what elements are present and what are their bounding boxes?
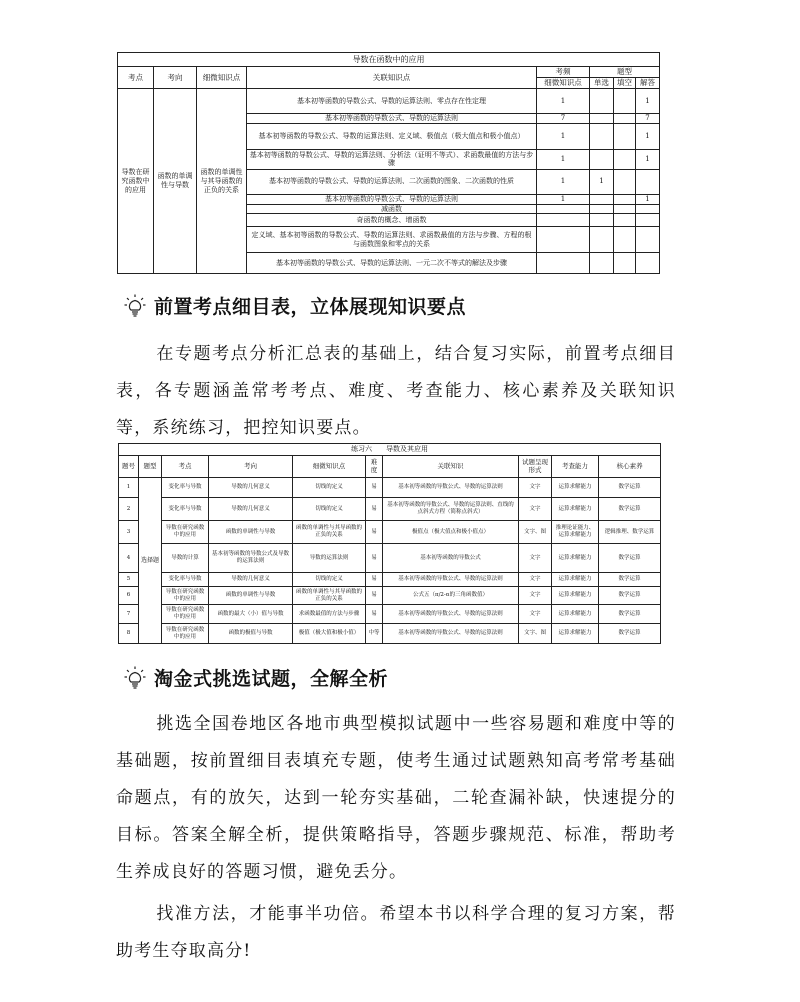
cell-single xyxy=(590,149,614,169)
cell-format: 文字 xyxy=(519,478,552,498)
cell-difficulty: 易 xyxy=(366,573,383,587)
section2-paragraph xyxy=(116,706,676,891)
header-format: 试题呈现形式 xyxy=(519,456,552,478)
cell-freq: 1 xyxy=(537,169,590,194)
cell-kaoxiang: 函数的单调性与导数 xyxy=(209,587,293,605)
cell-kaodian: 导数在研究函数中的应用 xyxy=(162,624,209,644)
header-danxuan: 单选 xyxy=(590,78,614,89)
table-row xyxy=(119,624,661,644)
cell-guanlian: 基本初等函数的导数公式、导数的运算法则、零点存在性定理 xyxy=(247,89,537,114)
cell-related: 极值点（极大值点和极小值点） xyxy=(383,521,519,544)
cell-freq xyxy=(537,253,590,274)
cell-kaoxiang: 函数的单调性与导数 xyxy=(209,521,293,544)
header-type: 题型 xyxy=(139,456,162,478)
cell-ability: 运算求解能力 xyxy=(552,605,599,624)
cell-kaoxiang: 函数的极值与导数 xyxy=(209,624,293,644)
cell-kaoxiang: 导数的几何意义 xyxy=(209,573,293,587)
cell-no: 7 xyxy=(119,605,139,624)
cell-answer xyxy=(636,214,660,227)
header-related: 关联知识 xyxy=(383,456,519,478)
cell-format: 文字 xyxy=(519,605,552,624)
cell-single xyxy=(590,114,614,124)
table-row xyxy=(118,89,660,114)
cell-fill xyxy=(614,123,636,149)
cell-guanlian: 基本初等函数的导数公式、导数的运算法则 xyxy=(247,194,537,204)
cell-related: 公式五（π/2-α的三角函数值） xyxy=(383,587,519,605)
header-xize: 细微知识点 xyxy=(293,456,366,478)
cell-difficulty: 易 xyxy=(366,587,383,605)
cell-guanlian: 基本初等函数的导数公式、导数的运算法则、定义域、极值点（极大值点和极小值点） xyxy=(247,123,537,149)
cell-kaoxiang: 基本初等函数的导数公式及导数的运算法则 xyxy=(209,544,293,573)
cell-fill xyxy=(614,204,636,214)
header-kaodian: 考点 xyxy=(118,67,154,89)
cell-single xyxy=(590,253,614,274)
cell-answer: 1 xyxy=(636,149,660,169)
cell-single: 1 xyxy=(590,169,614,194)
cell-ability: 推理论证能力、运算求解能力 xyxy=(552,521,599,544)
cell-xize: 导数的运算法则 xyxy=(293,544,366,573)
cell-related: 基本初等函数的导数公式、导数的运算法则 xyxy=(383,478,519,498)
header-difficulty: 难度 xyxy=(366,456,383,478)
cell-difficulty: 易 xyxy=(366,521,383,544)
closing-paragraph-text: 找准方法，才能事半功倍。希望本书以科学合理的复习方案，帮助考生夺取高分! xyxy=(116,904,676,961)
section1-paragraph-text: 在专题考点分析汇总表的基础上，结合复习实际，前置考点细目表，各专题涵盖常考考点、难度、考查能力、核心素养及关联知识等，系统练习，把控知识要点。 xyxy=(116,344,676,438)
cell-xize: 极值（极大值和极小值） xyxy=(293,624,366,644)
cell-ability: 运算求解能力 xyxy=(552,587,599,605)
cell-single xyxy=(590,204,614,214)
cell-freq xyxy=(537,227,590,253)
cell-difficulty: 易 xyxy=(366,605,383,624)
cell-no: 3 xyxy=(119,521,139,544)
cell-fill xyxy=(614,149,636,169)
cell-format: 文字 xyxy=(519,498,552,521)
cell-literacy: 逻辑推理、数学运算 xyxy=(599,521,661,544)
cell-answer xyxy=(636,227,660,253)
section1-heading-text: 前置考点细目表，立体展现知识要点 xyxy=(154,296,467,318)
table-row xyxy=(119,605,661,624)
cell-no: 4 xyxy=(119,544,139,573)
header-tiankong: 填空 xyxy=(614,78,636,89)
cell-literacy: 数学运算 xyxy=(599,605,661,624)
cell-kaodian: 导数的计算 xyxy=(162,544,209,573)
cell-xize: 切线的定义 xyxy=(293,478,366,498)
header-kaodian: 考点 xyxy=(162,456,209,478)
cell-xize: 函数的单调性与其导函数的正负的关系 xyxy=(197,89,247,274)
cell-format: 文字 xyxy=(519,544,552,573)
section1-paragraph xyxy=(116,336,676,447)
table-row xyxy=(119,498,661,521)
cell-related: 基本初等函数的导数公式 xyxy=(383,544,519,573)
cell-ability: 运算求解能力 xyxy=(552,478,599,498)
cell-answer xyxy=(636,253,660,274)
cell-kaoxiang: 导数的几何意义 xyxy=(209,498,293,521)
cell-fill xyxy=(614,194,636,204)
cell-ability: 运算求解能力 xyxy=(552,573,599,587)
cell-guanlian: 基本初等函数的导数公式、导数的运算法则、分析法（证明不等式）、求函数最值的方法与步骤 xyxy=(247,149,537,169)
cell-freq xyxy=(537,204,590,214)
cell-answer: 7 xyxy=(636,114,660,124)
closing-paragraph xyxy=(116,896,676,970)
header-literacy: 核心素养 xyxy=(599,456,661,478)
cell-fill xyxy=(614,89,636,114)
table-row xyxy=(119,587,661,605)
cell-related: 基本初等函数的导数公式、导数的运算法则 xyxy=(383,624,519,644)
cell-freq: 1 xyxy=(537,149,590,169)
cell-answer: 1 xyxy=(636,89,660,114)
cell-ability: 运算求解能力 xyxy=(552,544,599,573)
cell-single xyxy=(590,89,614,114)
cell-xize: 函数的单调性与其导函数的正负的关系 xyxy=(293,521,366,544)
cell-single xyxy=(590,123,614,149)
cell-literacy: 数学运算 xyxy=(599,544,661,573)
cell-xize: 切线的定义 xyxy=(293,573,366,587)
cell-single xyxy=(590,227,614,253)
lightbulb-icon xyxy=(124,666,146,690)
cell-format: 文字、图 xyxy=(519,521,552,544)
cell-difficulty: 易 xyxy=(366,544,383,573)
table1-title: 导数在函数中的应用 xyxy=(118,53,660,67)
cell-literacy: 数学运算 xyxy=(599,624,661,644)
cell-difficulty: 中等 xyxy=(366,624,383,644)
cell-kaoxiang: 函数的最大（小）值与导数 xyxy=(209,605,293,624)
cell-format: 文字、图 xyxy=(519,624,552,644)
cell-xize: 切线的定义 xyxy=(293,498,366,521)
cell-guanlian: 减函数 xyxy=(247,204,537,214)
table-row xyxy=(119,521,661,544)
cell-format: 文字 xyxy=(519,573,552,587)
header-tixing: 题型 xyxy=(590,67,660,78)
cell-freq xyxy=(537,214,590,227)
cell-no: 8 xyxy=(119,624,139,644)
cell-freq: 1 xyxy=(537,89,590,114)
section1-heading xyxy=(124,292,466,319)
section2-paragraph-text: 挑选全国卷地区各地市典型模拟试题中一些容易题和难度中等的基础题，按前置细目表填充专题，使考生通过试题熟知高考常考基础命题点，有的放矢，达到一轮夯实基础，二轮查漏补缺，快速提分的目标。答案全解全析，提供策略指导，答题步骤规范、标准，帮助考生养成良好的答题习惯，避免丢分。 xyxy=(116,714,676,882)
cell-kaoxiang: 导数的几何意义 xyxy=(209,478,293,498)
cell-literacy: 数学运算 xyxy=(599,587,661,605)
cell-related: 基本初等函数的导数公式、导数的运算法则、直线的点斜式方程（简称点斜式） xyxy=(383,498,519,521)
cell-kaodian: 变化率与导数 xyxy=(162,573,209,587)
cell-format: 文字 xyxy=(519,587,552,605)
header-xize-zhishi: 细微知识点 xyxy=(537,78,590,89)
cell-no: 2 xyxy=(119,498,139,521)
cell-guanlian: 定义域、基本初等函数的导数公式、导数的运算法则、求函数最值的方法与步骤、方程的根与函数图象和零点的关系 xyxy=(247,227,537,253)
cell-guanlian: 基本初等函数的导数公式、导数的运算法则、二次函数的图象、二次函数的性质 xyxy=(247,169,537,194)
header-kaopin: 考频 xyxy=(537,67,590,78)
cell-kaodian: 导数在研究函数中的应用 xyxy=(162,521,209,544)
cell-no: 1 xyxy=(119,478,139,498)
cell-kaodian: 导数在研究函数中的应用 xyxy=(162,605,209,624)
header-no: 题号 xyxy=(119,456,139,478)
table-row xyxy=(119,544,661,573)
cell-fill xyxy=(614,114,636,124)
cell-literacy: 数学运算 xyxy=(599,478,661,498)
section2-heading xyxy=(124,664,388,691)
exercise-table xyxy=(118,443,661,644)
cell-guanlian: 奇函数的概念、增函数 xyxy=(247,214,537,227)
cell-xize: 求函数最值的方法与步骤 xyxy=(293,605,366,624)
cell-fill xyxy=(614,227,636,253)
cell-difficulty: 易 xyxy=(366,498,383,521)
cell-freq: 1 xyxy=(537,194,590,204)
cell-fill xyxy=(614,169,636,194)
cell-kaodian: 变化率与导数 xyxy=(162,478,209,498)
cell-kaodian: 导数在研究函数中的应用 xyxy=(162,587,209,605)
cell-xize: 函数的单调性与其导函数的正负的关系 xyxy=(293,587,366,605)
cell-difficulty: 易 xyxy=(366,478,383,498)
header-ability: 考查能力 xyxy=(552,456,599,478)
cell-literacy: 数学运算 xyxy=(599,573,661,587)
cell-answer: 1 xyxy=(636,194,660,204)
cell-guanlian: 基本初等函数的导数公式、导数的运算法则 xyxy=(247,114,537,124)
cell-no: 5 xyxy=(119,573,139,587)
cell-answer xyxy=(636,169,660,194)
header-guanlian: 关联知识点 xyxy=(247,67,537,89)
cell-single xyxy=(590,214,614,227)
cell-related: 基本初等函数的导数公式、导数的运算法则 xyxy=(383,605,519,624)
cell-no: 6 xyxy=(119,587,139,605)
cell-ability: 运算求解能力 xyxy=(552,624,599,644)
lightbulb-icon xyxy=(124,294,146,318)
header-jieda: 解答 xyxy=(636,78,660,89)
table-row xyxy=(119,478,661,498)
cell-fill xyxy=(614,214,636,227)
cell-guanlian: 基本初等函数的导数公式、导数的运算法则、一元二次不等式的解法及步骤 xyxy=(247,253,537,274)
cell-freq: 7 xyxy=(537,114,590,124)
section2-heading-text: 淘金式挑选试题，全解全析 xyxy=(154,668,389,690)
cell-literacy: 数学运算 xyxy=(599,498,661,521)
function-application-table xyxy=(117,52,660,274)
cell-answer: 1 xyxy=(636,123,660,149)
table2-title: 练习六 导数及其应用 xyxy=(119,444,661,456)
cell-kaoxiang: 函数的单调性与导数 xyxy=(154,89,197,274)
header-xize: 细微知识点 xyxy=(197,67,247,89)
cell-answer xyxy=(636,204,660,214)
cell-fill xyxy=(614,253,636,274)
header-kaoxiang: 考向 xyxy=(209,456,293,478)
cell-type: 选择题 xyxy=(139,478,162,644)
cell-related: 基本初等函数的导数公式、导数的运算法则 xyxy=(383,573,519,587)
cell-kaodian: 变化率与导数 xyxy=(162,498,209,521)
table-row xyxy=(119,573,661,587)
cell-freq: 1 xyxy=(537,123,590,149)
header-kaoxiang: 考向 xyxy=(154,67,197,89)
cell-kaodian: 导数在研究函数中的应用 xyxy=(118,89,154,274)
cell-ability: 运算求解能力 xyxy=(552,498,599,521)
cell-single xyxy=(590,194,614,204)
